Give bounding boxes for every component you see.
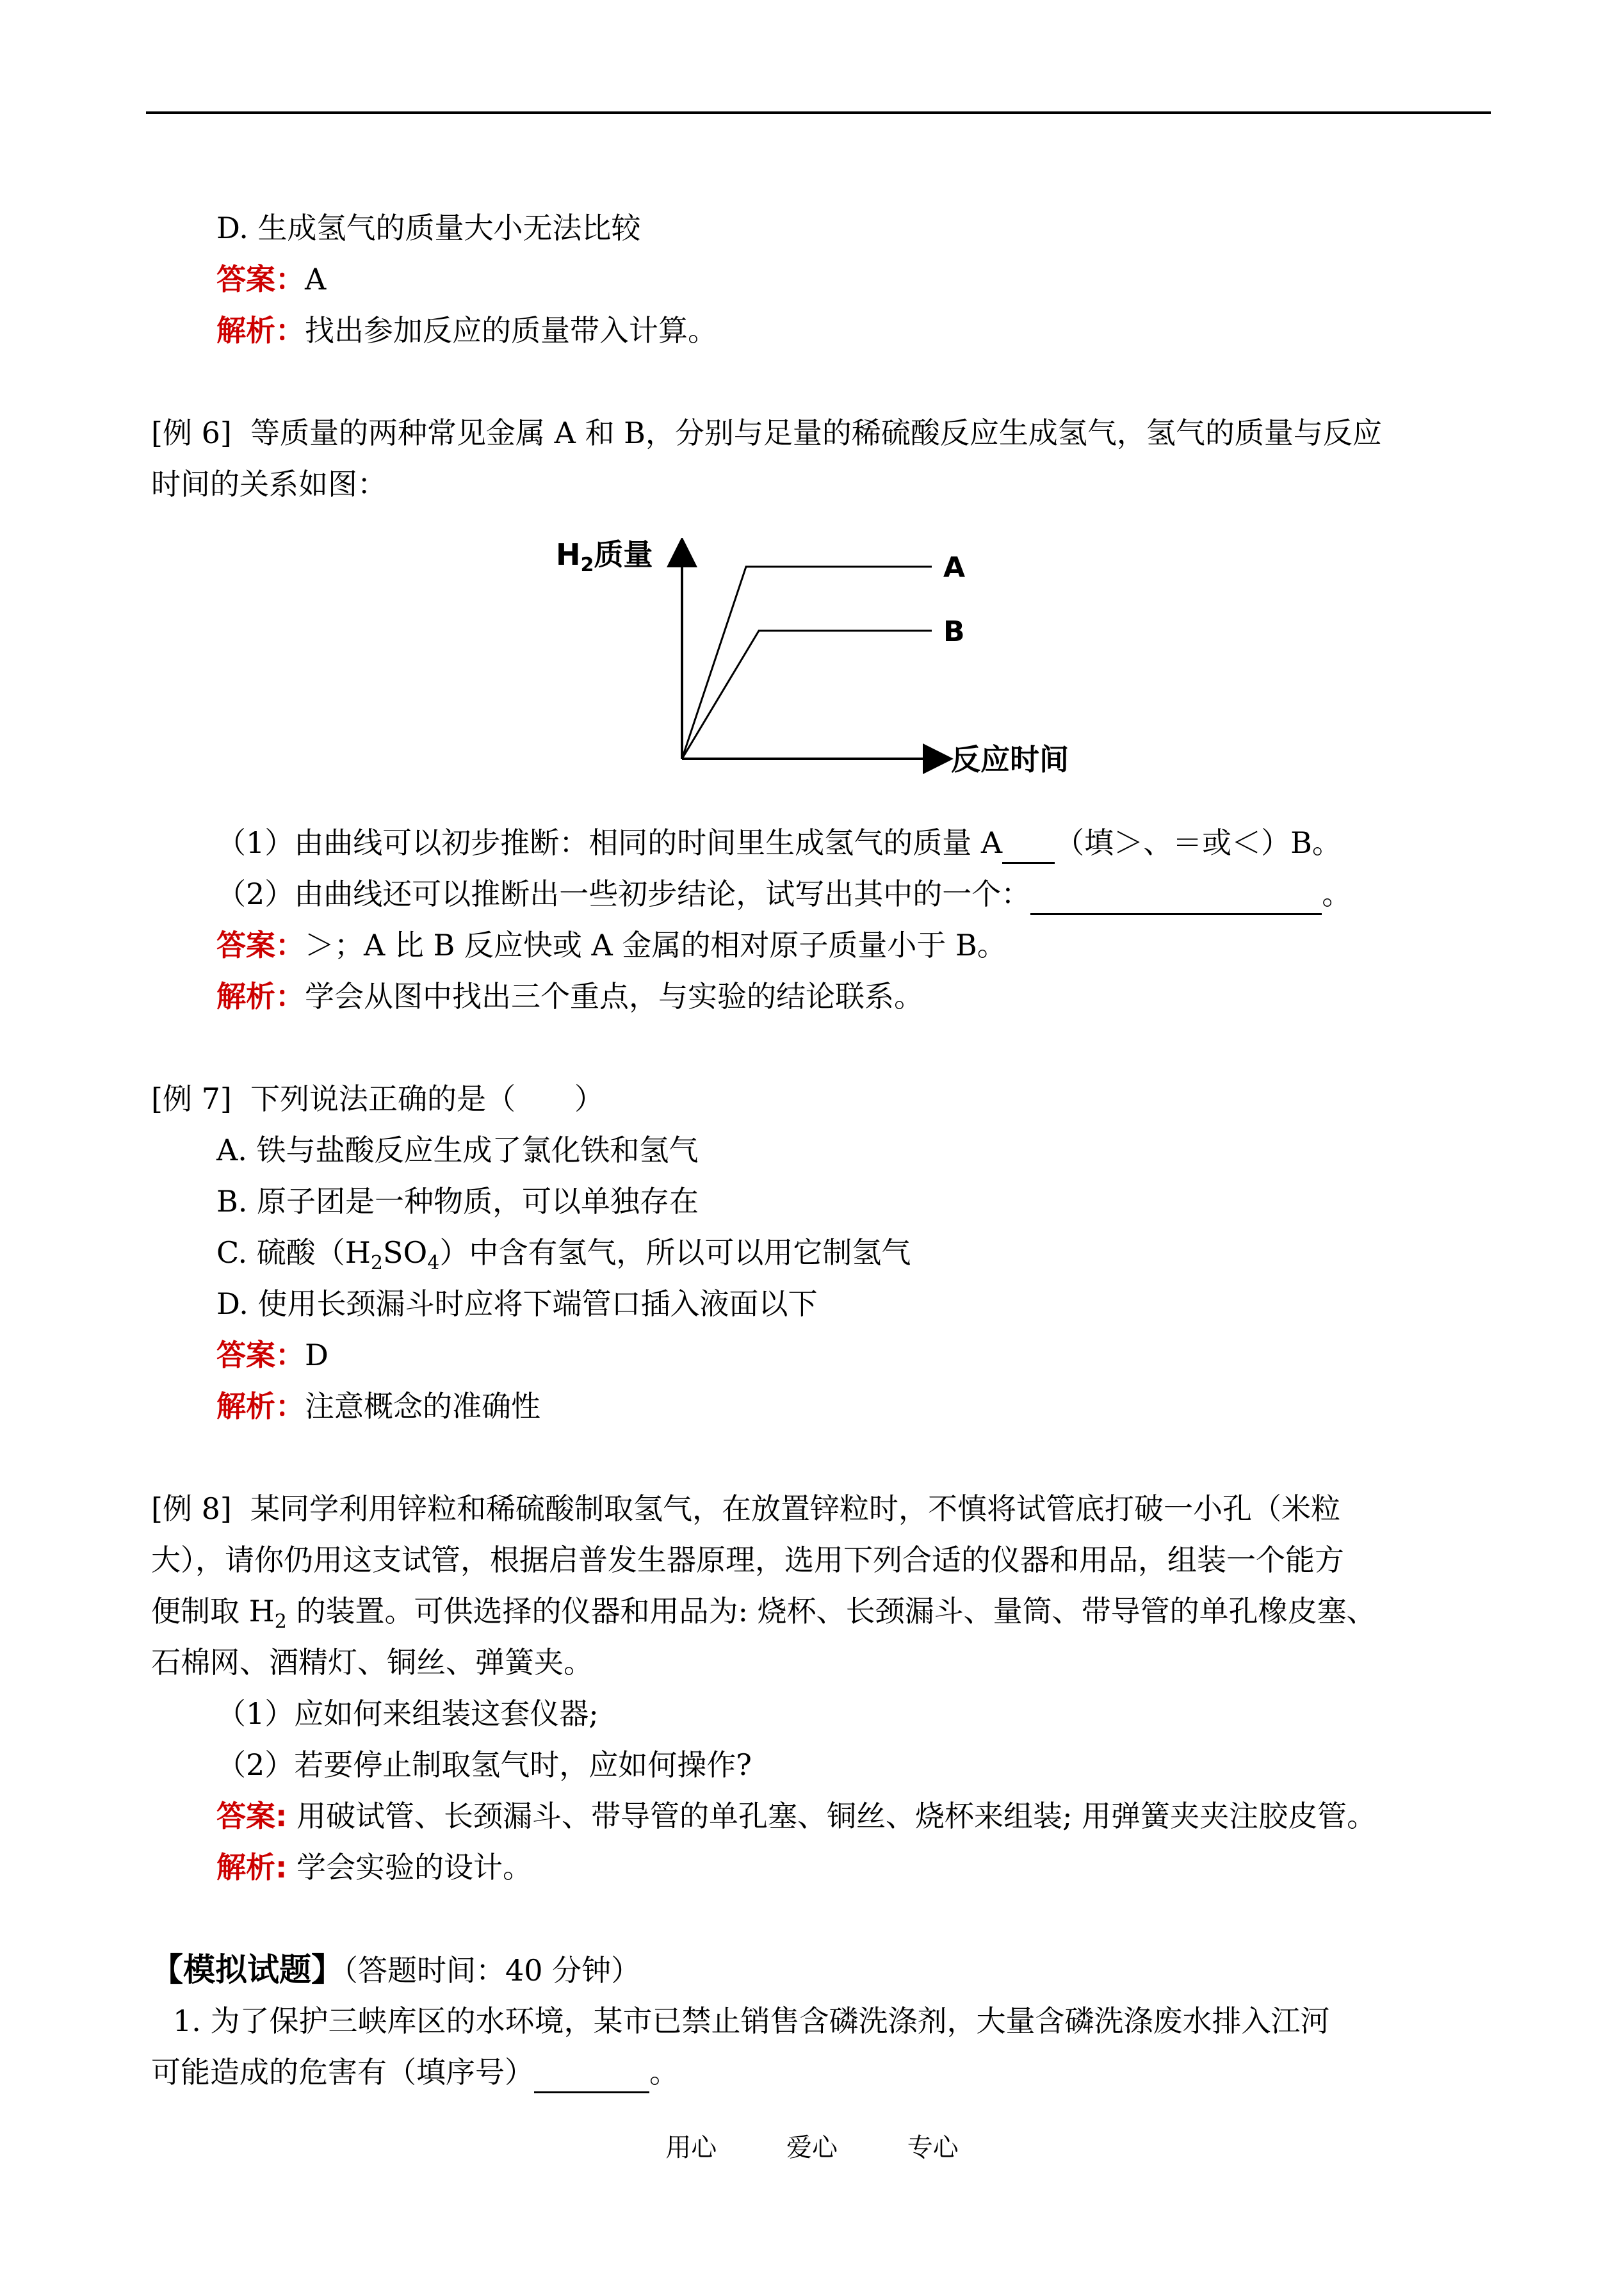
ex8-stem-line2: 大），请你仍用这支试管，根据启普发生器原理，选用下列合适的仪器和用品，组装一个能方 [151, 1543, 1344, 1577]
page-footer [0, 2127, 1624, 2164]
ex5-answer [216, 260, 326, 298]
footer-right: 专心 [907, 2133, 959, 2162]
answer-label: 答案： [216, 928, 305, 962]
ex5-option-d: D. 生成氢气的质量大小无法比较 [216, 211, 641, 245]
answer-blank[interactable] [534, 2053, 649, 2093]
section-time: （答题时间：40 分钟） [343, 1953, 641, 1988]
ex6-analysis: 解析：学会从图中找出三个重点，与实验的结论联系。 [216, 979, 923, 1014]
mock-q1-line1: 1. 为了保护三峡库区的水环境，某市已禁止销售含磷洗涤剂，大量含磷洗涤废水排入江河 [173, 2004, 1330, 2038]
header-rule [146, 111, 1491, 114]
ex8-question-1: （1）应如何来组装这套仪器; [216, 1696, 599, 1731]
ex6-answer: 答案：＞；A 比 B 反应快或 A 金属的相对原子质量小于 B。 [216, 928, 1007, 962]
footer-left: 用心 [665, 2133, 717, 2162]
example-number: [例 6] [151, 416, 232, 450]
footer-middle: 爱心 [786, 2133, 838, 2162]
analysis-label: 解析： [216, 313, 305, 348]
answer-label: 答案： [216, 262, 305, 296]
answer-label: 答案： [216, 1338, 305, 1372]
ex8-stem-line4: 石棉网、酒精灯、铜丝、弹簧夹。 [151, 1645, 593, 1680]
analysis-label: 解析： [216, 1389, 305, 1423]
ex7-option-d: D. 使用长颈漏斗时应将下端管口插入液面以下 [216, 1286, 818, 1321]
ex6-stem-line1: [例 6] 等质量的两种常见金属 A 和 B，分别与足量的稀硫酸反应生成氢气，氢气的质量与反应 [151, 416, 1382, 450]
ex7-stem: [例 7] 下列说法正确的是（ ） [151, 1082, 605, 1116]
ex8-analysis: 解析: 学会实验的设计。 [216, 1850, 533, 1885]
analysis-text: 找出参加反应的质量带入计算。 [305, 313, 717, 348]
ex5-analysis [216, 311, 717, 350]
mock-q1-line2: 可能造成的危害有（填序号） 。 [151, 2053, 679, 2093]
ex8-stem-line3: 便制取 $H_2$ 的装置。可供选择的仪器和用品为: 烧杯、长颈漏斗、量筒、带导管的单孔橡皮塞、 [151, 1594, 1376, 1633]
analysis-label: 解析： [216, 979, 305, 1014]
section-title: 【模拟试题】 [151, 1951, 343, 1988]
series-line-a [682, 567, 932, 759]
ex8-answer: 答案: 用破试管、长颈漏斗、带导管的单孔塞、铜丝、烧杯来组装; 用弹簧夹夹注胶皮管。 [216, 1799, 1377, 1833]
answer-blank[interactable] [1030, 875, 1322, 915]
ex6-question-1: （1）由曲线可以初步推断：相同的时间里生成氢气的质量 A （填＞、＝或＜）B。 [216, 823, 1342, 864]
ex8-stem-line1: [例 8] 某同学利用锌粒和稀硫酸制取氢气，在放置锌粒时，不慎将试管底打破一小孔（米粒 [151, 1491, 1341, 1526]
ex7-analysis: 解析：注意概念的准确性 [216, 1389, 540, 1423]
ex6-stem-line2: 时间的关系如图： [151, 467, 387, 501]
mock-heading [151, 1950, 640, 1990]
series-line-b [682, 631, 932, 759]
example-number: [例 7] [151, 1082, 232, 1116]
y-axis-label: $H_2$质量 [556, 538, 653, 576]
ex6-question-2: （2）由曲线还可以推断出一些初步结论，试写出其中的一个： 。 [216, 875, 1351, 915]
ex8-question-2: （2）若要停止制取氢气时，应如何操作? [216, 1748, 752, 1782]
answer-text: A [305, 262, 327, 296]
ex7-answer: 答案：D [216, 1338, 329, 1372]
hydrogen-mass-chart [551, 538, 1101, 794]
ex7-option-c: C. 硫酸$(H_2SO_4)$中含有氢气，所以可以用它制氢气 [216, 1235, 911, 1274]
series-label-b: B [943, 615, 965, 648]
analysis-label: 解析: [216, 1850, 288, 1885]
answer-label: 答案: [216, 1799, 288, 1833]
series-label-a: A [943, 551, 966, 584]
ex7-option-a: A. 铁与盐酸反应生成了氯化铁和氢气 [216, 1133, 699, 1167]
example-number: [例 8] [151, 1491, 232, 1526]
answer-blank[interactable] [1002, 823, 1055, 864]
ex7-option-b: B. 原子团是一种物质，可以单独存在 [216, 1184, 699, 1219]
x-axis-label: 反应时间 [951, 742, 1069, 777]
